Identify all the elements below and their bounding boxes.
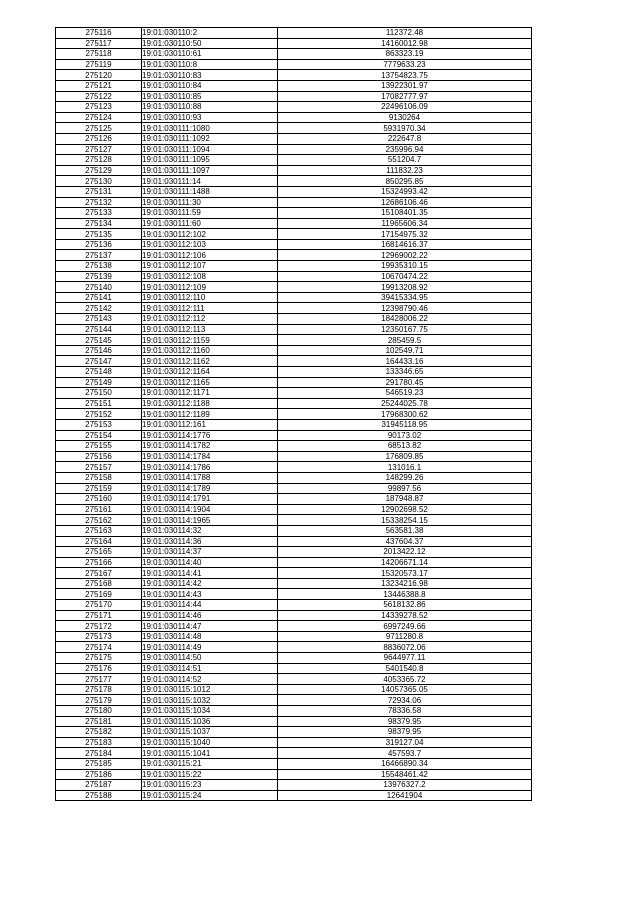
row-number-cell: 275148: [56, 367, 142, 378]
row-number-cell: 275176: [56, 663, 142, 674]
table-row: [56, 748, 532, 759]
value-cell: 90173.02: [278, 430, 532, 441]
row-number-cell: 275154: [56, 430, 142, 441]
value-cell: 319127.04: [278, 737, 532, 748]
row-number-cell: 275169: [56, 589, 142, 600]
cadastral-number-cell: 19:01:030114:44: [142, 600, 278, 611]
cadastral-number-cell: 19:01:030111:14: [142, 176, 278, 187]
value-cell: 7779633.23: [278, 59, 532, 70]
cadastral-number-cell: 19:01:030110:93: [142, 112, 278, 123]
value-cell: 102549.71: [278, 345, 532, 356]
row-number-cell: 275129: [56, 165, 142, 176]
table-row: [56, 367, 532, 378]
table-row: [56, 282, 532, 293]
cadastral-number-cell: 19:01:030111:30: [142, 197, 278, 208]
value-cell: 17968300.62: [278, 409, 532, 420]
cadastral-number-cell: 19:01:030112:1164: [142, 367, 278, 378]
value-cell: 8836072.06: [278, 642, 532, 653]
table-row: [56, 28, 532, 39]
table-row: [56, 494, 532, 505]
cadastral-number-cell: 19:01:030112:1189: [142, 409, 278, 420]
value-cell: 12350167.75: [278, 324, 532, 335]
row-number-cell: 275146: [56, 345, 142, 356]
table-row: [56, 197, 532, 208]
table-row: [56, 303, 532, 314]
cadastral-number-cell: 19:01:030114:1791: [142, 494, 278, 505]
table-body: [56, 28, 532, 801]
value-cell: 15548461.42: [278, 769, 532, 780]
row-number-cell: 275119: [56, 59, 142, 70]
row-number-cell: 275188: [56, 790, 142, 801]
cadastral-number-cell: 19:01:030112:1162: [142, 356, 278, 367]
cadastral-number-cell: 19:01:030111:1488: [142, 186, 278, 197]
row-number-cell: 275157: [56, 462, 142, 473]
value-cell: 14160012.98: [278, 38, 532, 49]
cadastral-number-cell: 19:01:030111:60: [142, 218, 278, 229]
value-cell: 112372.48: [278, 28, 532, 39]
table-row: [56, 462, 532, 473]
table-row: [56, 769, 532, 780]
cadastral-number-cell: 19:01:030110:84: [142, 80, 278, 91]
cadastral-number-cell: 19:01:030112:108: [142, 271, 278, 282]
row-number-cell: 275149: [56, 377, 142, 388]
row-number-cell: 275153: [56, 419, 142, 430]
table-row: [56, 515, 532, 526]
row-number-cell: 275147: [56, 356, 142, 367]
cadastral-number-cell: 19:01:030112:103: [142, 239, 278, 250]
table-row: [56, 398, 532, 409]
cadastral-number-cell: 19:01:030112:102: [142, 229, 278, 240]
value-cell: 5931970.34: [278, 123, 532, 134]
table-row: [56, 557, 532, 568]
row-number-cell: 275163: [56, 525, 142, 536]
row-number-cell: 275186: [56, 769, 142, 780]
cadastral-number-cell: 19:01:030114:1789: [142, 483, 278, 494]
value-cell: 551204.7: [278, 155, 532, 166]
table-row: [56, 716, 532, 727]
table-row: [56, 356, 532, 367]
cadastral-number-cell: 19:01:030112:111: [142, 303, 278, 314]
row-number-cell: 275137: [56, 250, 142, 261]
row-number-cell: 275161: [56, 504, 142, 515]
table-row: [56, 430, 532, 441]
row-number-cell: 275177: [56, 674, 142, 685]
value-cell: 9711280.8: [278, 631, 532, 642]
table-row: [56, 239, 532, 250]
table-row: [56, 123, 532, 134]
table-row: [56, 684, 532, 695]
row-number-cell: 275117: [56, 38, 142, 49]
row-number-cell: 275150: [56, 388, 142, 399]
table-row: [56, 631, 532, 642]
row-number-cell: 275130: [56, 176, 142, 187]
cadastral-number-cell: 19:01:030114:1965: [142, 515, 278, 526]
table-row: [56, 176, 532, 187]
row-number-cell: 275170: [56, 600, 142, 611]
value-cell: 131016.1: [278, 462, 532, 473]
value-cell: 285459.5: [278, 335, 532, 346]
row-number-cell: 275131: [56, 186, 142, 197]
row-number-cell: 275160: [56, 494, 142, 505]
row-number-cell: 275159: [56, 483, 142, 494]
table-row: [56, 758, 532, 769]
cadastral-number-cell: 19:01:030110:85: [142, 91, 278, 102]
value-cell: 457593.7: [278, 748, 532, 759]
value-cell: 5618132.86: [278, 600, 532, 611]
row-number-cell: 275182: [56, 727, 142, 738]
cadastral-number-cell: 19:01:030114:51: [142, 663, 278, 674]
row-number-cell: 275162: [56, 515, 142, 526]
row-number-cell: 275125: [56, 123, 142, 134]
value-cell: 72934.06: [278, 695, 532, 706]
value-cell: 9130264: [278, 112, 532, 123]
value-cell: 133346.65: [278, 367, 532, 378]
cadastral-number-cell: 19:01:030115:1041: [142, 748, 278, 759]
row-number-cell: 275185: [56, 758, 142, 769]
value-cell: 863323.19: [278, 49, 532, 60]
table-row: [56, 441, 532, 452]
cadastral-number-cell: 19:01:030114:1782: [142, 441, 278, 452]
table-row: [56, 208, 532, 219]
row-number-cell: 275134: [56, 218, 142, 229]
cadastral-number-cell: 19:01:030114:40: [142, 557, 278, 568]
table-row: [56, 568, 532, 579]
cadastral-number-cell: 19:01:030112:1165: [142, 377, 278, 388]
value-cell: 164433.16: [278, 356, 532, 367]
value-cell: 16814616.37: [278, 239, 532, 250]
table-row: [56, 536, 532, 547]
table-row: [56, 653, 532, 664]
table-row: [56, 472, 532, 483]
cadastral-number-cell: 19:01:030112:110: [142, 292, 278, 303]
row-number-cell: 275178: [56, 684, 142, 695]
row-number-cell: 275122: [56, 91, 142, 102]
value-cell: 10670474.22: [278, 271, 532, 282]
value-cell: 31945118.95: [278, 419, 532, 430]
cadastral-number-cell: 19:01:030114:37: [142, 547, 278, 558]
table-row: [56, 80, 532, 91]
cadastral-number-cell: 19:01:030114:52: [142, 674, 278, 685]
value-cell: 15324993.42: [278, 186, 532, 197]
table-row: [56, 144, 532, 155]
table-row: [56, 377, 532, 388]
table-row: [56, 483, 532, 494]
row-number-cell: 275179: [56, 695, 142, 706]
cadastral-number-cell: 19:01:030115:24: [142, 790, 278, 801]
row-number-cell: 275141: [56, 292, 142, 303]
cadastral-number-cell: 19:01:030114:43: [142, 589, 278, 600]
table-row: [56, 250, 532, 261]
cadastral-number-cell: 19:01:030114:1786: [142, 462, 278, 473]
value-cell: 13922301.97: [278, 80, 532, 91]
cadastral-number-cell: 19:01:030110:88: [142, 102, 278, 113]
row-number-cell: 275171: [56, 610, 142, 621]
cadastral-number-cell: 19:01:030114:41: [142, 568, 278, 579]
value-cell: 148299.26: [278, 472, 532, 483]
table-row: [56, 335, 532, 346]
cadastral-number-cell: 19:01:030115:1032: [142, 695, 278, 706]
value-cell: 17082777.97: [278, 91, 532, 102]
cadastral-number-cell: 19:01:030112:1188: [142, 398, 278, 409]
table-row: [56, 59, 532, 70]
row-number-cell: 275140: [56, 282, 142, 293]
row-number-cell: 275138: [56, 261, 142, 272]
value-cell: 4053365.72: [278, 674, 532, 685]
value-cell: 176809.85: [278, 451, 532, 462]
row-number-cell: 275145: [56, 335, 142, 346]
row-number-cell: 275121: [56, 80, 142, 91]
cadastral-number-cell: 19:01:030112:1159: [142, 335, 278, 346]
cadastral-number-cell: 19:01:030114:36: [142, 536, 278, 547]
table-row: [56, 706, 532, 717]
cadastral-number-cell: 19:01:030114:47: [142, 621, 278, 632]
cadastral-number-cell: 19:01:030110:8: [142, 59, 278, 70]
row-number-cell: 275167: [56, 568, 142, 579]
row-number-cell: 275166: [56, 557, 142, 568]
row-number-cell: 275124: [56, 112, 142, 123]
table-row: [56, 504, 532, 515]
table-row: [56, 600, 532, 611]
row-number-cell: 275156: [56, 451, 142, 462]
value-cell: 17154975.32: [278, 229, 532, 240]
table-row: [56, 102, 532, 113]
cadastral-number-cell: 19:01:030114:42: [142, 578, 278, 589]
value-cell: 15338254.15: [278, 515, 532, 526]
table-row: [56, 642, 532, 653]
table-row: [56, 91, 532, 102]
cadastral-number-cell: 19:01:030115:23: [142, 780, 278, 791]
table-row: [56, 451, 532, 462]
row-number-cell: 275144: [56, 324, 142, 335]
table-row: [56, 589, 532, 600]
value-cell: 68513.82: [278, 441, 532, 452]
table-row: [56, 112, 532, 123]
row-number-cell: 275135: [56, 229, 142, 240]
row-number-cell: 275168: [56, 578, 142, 589]
value-cell: 13754823.75: [278, 70, 532, 81]
row-number-cell: 275155: [56, 441, 142, 452]
value-cell: 13234216.98: [278, 578, 532, 589]
table-row: [56, 727, 532, 738]
table-row: [56, 261, 532, 272]
cadastral-number-cell: 19:01:030112:112: [142, 314, 278, 325]
cadastral-number-cell: 19:01:030111:1080: [142, 123, 278, 134]
table-row: [56, 49, 532, 60]
table-row: [56, 186, 532, 197]
cadastral-number-cell: 19:01:030114:50: [142, 653, 278, 664]
cadastral-number-cell: 19:01:030114:32: [142, 525, 278, 536]
table-row: [56, 780, 532, 791]
row-number-cell: 275128: [56, 155, 142, 166]
cadastral-number-cell: 19:01:030111:1094: [142, 144, 278, 155]
value-cell: 15320573.17: [278, 568, 532, 579]
table-row: [56, 165, 532, 176]
table-row: [56, 388, 532, 399]
cadastral-number-cell: 19:01:030114:49: [142, 642, 278, 653]
table-row: [56, 674, 532, 685]
cadastral-number-cell: 19:01:030115:22: [142, 769, 278, 780]
row-number-cell: 275164: [56, 536, 142, 547]
table-row: [56, 345, 532, 356]
cadastral-number-cell: 19:01:030110:61: [142, 49, 278, 60]
value-cell: 12686106.46: [278, 197, 532, 208]
value-cell: 291780.45: [278, 377, 532, 388]
cadastral-number-cell: 19:01:030112:1171: [142, 388, 278, 399]
row-number-cell: 275181: [56, 716, 142, 727]
table-row: [56, 133, 532, 144]
row-number-cell: 275123: [56, 102, 142, 113]
table-row: [56, 292, 532, 303]
row-number-cell: 275132: [56, 197, 142, 208]
table-row: [56, 70, 532, 81]
value-cell: 39415334.95: [278, 292, 532, 303]
cadastral-number-cell: 19:01:030111:59: [142, 208, 278, 219]
row-number-cell: 275133: [56, 208, 142, 219]
value-cell: 18428006.22: [278, 314, 532, 325]
row-number-cell: 275165: [56, 547, 142, 558]
row-number-cell: 275187: [56, 780, 142, 791]
value-cell: 187948.87: [278, 494, 532, 505]
value-cell: 19935310.15: [278, 261, 532, 272]
table-row: [56, 324, 532, 335]
cadastral-number-cell: 19:01:030115:1036: [142, 716, 278, 727]
table-row: [56, 155, 532, 166]
table-row: [56, 218, 532, 229]
table-row: [56, 578, 532, 589]
cadastral-number-cell: 19:01:030112:106: [142, 250, 278, 261]
cadastral-number-cell: 19:01:030112:109: [142, 282, 278, 293]
value-cell: 99897.56: [278, 483, 532, 494]
value-cell: 563581.38: [278, 525, 532, 536]
value-cell: 437604.37: [278, 536, 532, 547]
row-number-cell: 275143: [56, 314, 142, 325]
table-row: [56, 621, 532, 632]
cadastral-number-cell: 19:01:030114:46: [142, 610, 278, 621]
table-row: [56, 229, 532, 240]
value-cell: 111832.23: [278, 165, 532, 176]
cadastral-number-cell: 19:01:030115:1034: [142, 706, 278, 717]
row-number-cell: 275118: [56, 49, 142, 60]
value-cell: 13446388.8: [278, 589, 532, 600]
cadastral-number-cell: 19:01:030111:1095: [142, 155, 278, 166]
row-number-cell: 275158: [56, 472, 142, 483]
table-row: [56, 695, 532, 706]
table-row: [56, 663, 532, 674]
row-number-cell: 275175: [56, 653, 142, 664]
value-cell: 22496106.09: [278, 102, 532, 113]
row-number-cell: 275151: [56, 398, 142, 409]
value-cell: 98379.95: [278, 716, 532, 727]
table-row: [56, 790, 532, 801]
row-number-cell: 275174: [56, 642, 142, 653]
cadastral-number-cell: 19:01:030111:1097: [142, 165, 278, 176]
value-cell: 14206671.14: [278, 557, 532, 568]
row-number-cell: 275152: [56, 409, 142, 420]
cadastral-number-cell: 19:01:030110:2: [142, 28, 278, 39]
value-cell: 25244025.78: [278, 398, 532, 409]
table-row: [56, 610, 532, 621]
cadastral-number-cell: 19:01:030112:1160: [142, 345, 278, 356]
value-cell: 14339278.52: [278, 610, 532, 621]
row-number-cell: 275139: [56, 271, 142, 282]
value-cell: 14057365.05: [278, 684, 532, 695]
value-cell: 11965606.34: [278, 218, 532, 229]
row-number-cell: 275180: [56, 706, 142, 717]
row-number-cell: 275183: [56, 737, 142, 748]
value-cell: 2013422.12: [278, 547, 532, 558]
row-number-cell: 275126: [56, 133, 142, 144]
value-cell: 98379.95: [278, 727, 532, 738]
row-number-cell: 275173: [56, 631, 142, 642]
table-row: [56, 271, 532, 282]
value-cell: 19913208.92: [278, 282, 532, 293]
table-row: [56, 314, 532, 325]
cadastral-number-cell: 19:01:030114:1904: [142, 504, 278, 515]
row-number-cell: 275184: [56, 748, 142, 759]
cadastral-number-cell: 19:01:030114:1788: [142, 472, 278, 483]
row-number-cell: 275116: [56, 28, 142, 39]
value-cell: 235996.94: [278, 144, 532, 155]
value-cell: 546519.23: [278, 388, 532, 399]
value-cell: 222647.8: [278, 133, 532, 144]
value-cell: 13976327.2: [278, 780, 532, 791]
cadastral-number-cell: 19:01:030114:1776: [142, 430, 278, 441]
value-cell: 6997249.66: [278, 621, 532, 632]
row-number-cell: 275127: [56, 144, 142, 155]
value-cell: 15108401.35: [278, 208, 532, 219]
table-row: [56, 419, 532, 430]
cadastral-number-cell: 19:01:030110:50: [142, 38, 278, 49]
cadastral-number-cell: 19:01:030112:113: [142, 324, 278, 335]
row-number-cell: 275142: [56, 303, 142, 314]
cadastral-number-cell: 19:01:030115:1040: [142, 737, 278, 748]
cadastral-number-cell: 19:01:030114:1784: [142, 451, 278, 462]
row-number-cell: 275136: [56, 239, 142, 250]
row-number-cell: 275120: [56, 70, 142, 81]
value-cell: 12641904: [278, 790, 532, 801]
table-row: [56, 409, 532, 420]
value-cell: 5401540.8: [278, 663, 532, 674]
cadastral-number-cell: 19:01:030112:107: [142, 261, 278, 272]
value-cell: 9644977.11: [278, 653, 532, 664]
table-row: [56, 525, 532, 536]
table-row: [56, 38, 532, 49]
cadastral-number-cell: 19:01:030114:48: [142, 631, 278, 642]
value-cell: 12902698.52: [278, 504, 532, 515]
cadastral-number-cell: 19:01:030110:83: [142, 70, 278, 81]
cadastral-number-cell: 19:01:030115:1012: [142, 684, 278, 695]
cadastral-number-cell: 19:01:030115:1037: [142, 727, 278, 738]
row-number-cell: 275172: [56, 621, 142, 632]
value-cell: 78336.58: [278, 706, 532, 717]
table-row: [56, 547, 532, 558]
cadastral-value-table: [55, 27, 532, 801]
cadastral-number-cell: 19:01:030111:1092: [142, 133, 278, 144]
value-cell: 12969002.22: [278, 250, 532, 261]
cadastral-number-cell: 19:01:030115:21: [142, 758, 278, 769]
value-cell: 850295.85: [278, 176, 532, 187]
cadastral-number-cell: 19:01:030112:161: [142, 419, 278, 430]
value-cell: 16466890.34: [278, 758, 532, 769]
value-cell: 12398790.46: [278, 303, 532, 314]
table-row: [56, 737, 532, 748]
